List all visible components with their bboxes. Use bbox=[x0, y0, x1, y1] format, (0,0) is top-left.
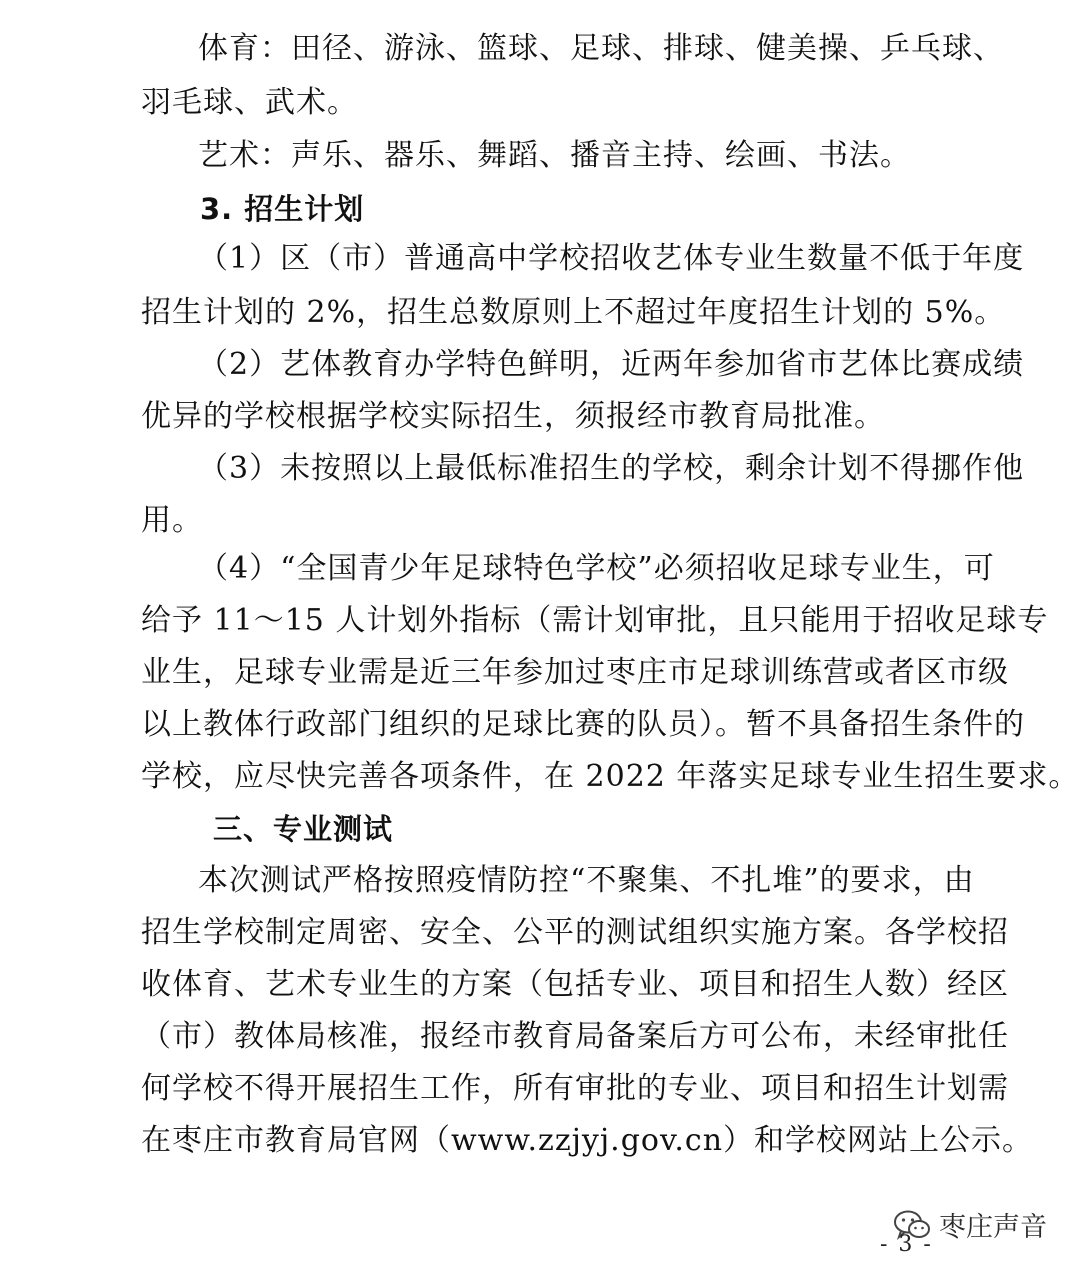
text-line: 何学校不得开展招生工作，所有审批的专业、项目和招生计划需 bbox=[141, 1071, 1009, 1106]
text-line: （1）区（市）普通高中学校招收艺体专业生数量不低于年度 bbox=[198, 241, 1025, 276]
page-number: - 3 - bbox=[880, 1232, 933, 1257]
text-line: 艺术：声乐、器乐、舞蹈、播音主持、绘画、书法。 bbox=[198, 138, 911, 173]
text-line: 体育：田径、游泳、篮球、足球、排球、健美操、乒乓球、 bbox=[198, 31, 1004, 66]
text-line: 招生计划的 2%，招生总数原则上不超过年度招生计划的 5%。 bbox=[141, 295, 1006, 330]
text-line: 以上教体行政部门组织的足球比赛的队员）。暂不具备招生条件的 bbox=[141, 707, 1025, 742]
text-line: （市）教体局核准，报经市教育局备案后方可公布，未经审批任 bbox=[141, 1019, 1009, 1054]
text-line: 学校，应尽快完善各项条件，在 2022 年落实足球专业生招生要求。 bbox=[141, 759, 1080, 794]
text-line: （4）“全国青少年足球特色学校”必须招收足球专业生，可 bbox=[198, 551, 995, 586]
text-line: 羽毛球、武术。 bbox=[141, 85, 358, 120]
text-line: 用。 bbox=[141, 503, 203, 538]
text-line: 本次测试严格按照疫情防控“不聚集、不扎堆”的要求，由 bbox=[198, 863, 975, 898]
text-line: （2）艺体教育办学特色鲜明，近两年参加省市艺体比赛成绩 bbox=[198, 347, 1025, 382]
text-line: 给予 11～15 人计划外指标（需计划审批，且只能用于招收足球专 bbox=[141, 603, 1049, 638]
watermark-text: 枣庄声音 bbox=[939, 1212, 1047, 1243]
section-heading: 3. 招生计划 bbox=[200, 192, 365, 226]
section-heading: 三、专业测试 bbox=[213, 812, 394, 846]
text-line: 招生学校制定周密、安全、公平的测试组织实施方案。各学校招 bbox=[141, 915, 1009, 950]
text-line: 优异的学校根据学校实际招生，须报经市教育局批准。 bbox=[141, 399, 885, 434]
text-line: 在枣庄市教育局官网（www.zzjyj.gov.cn）和学校网站上公示。 bbox=[141, 1123, 1034, 1158]
text-line: 业生，足球专业需是近三年参加过枣庄市足球训练营或者区市级 bbox=[141, 655, 1009, 690]
text-line: 收体育、艺术专业生的方案（包括专业、项目和招生人数）经区 bbox=[141, 967, 1009, 1002]
text-line: （3）未按照以上最低标准招生的学校，剩余计划不得挪作他 bbox=[198, 451, 1025, 486]
